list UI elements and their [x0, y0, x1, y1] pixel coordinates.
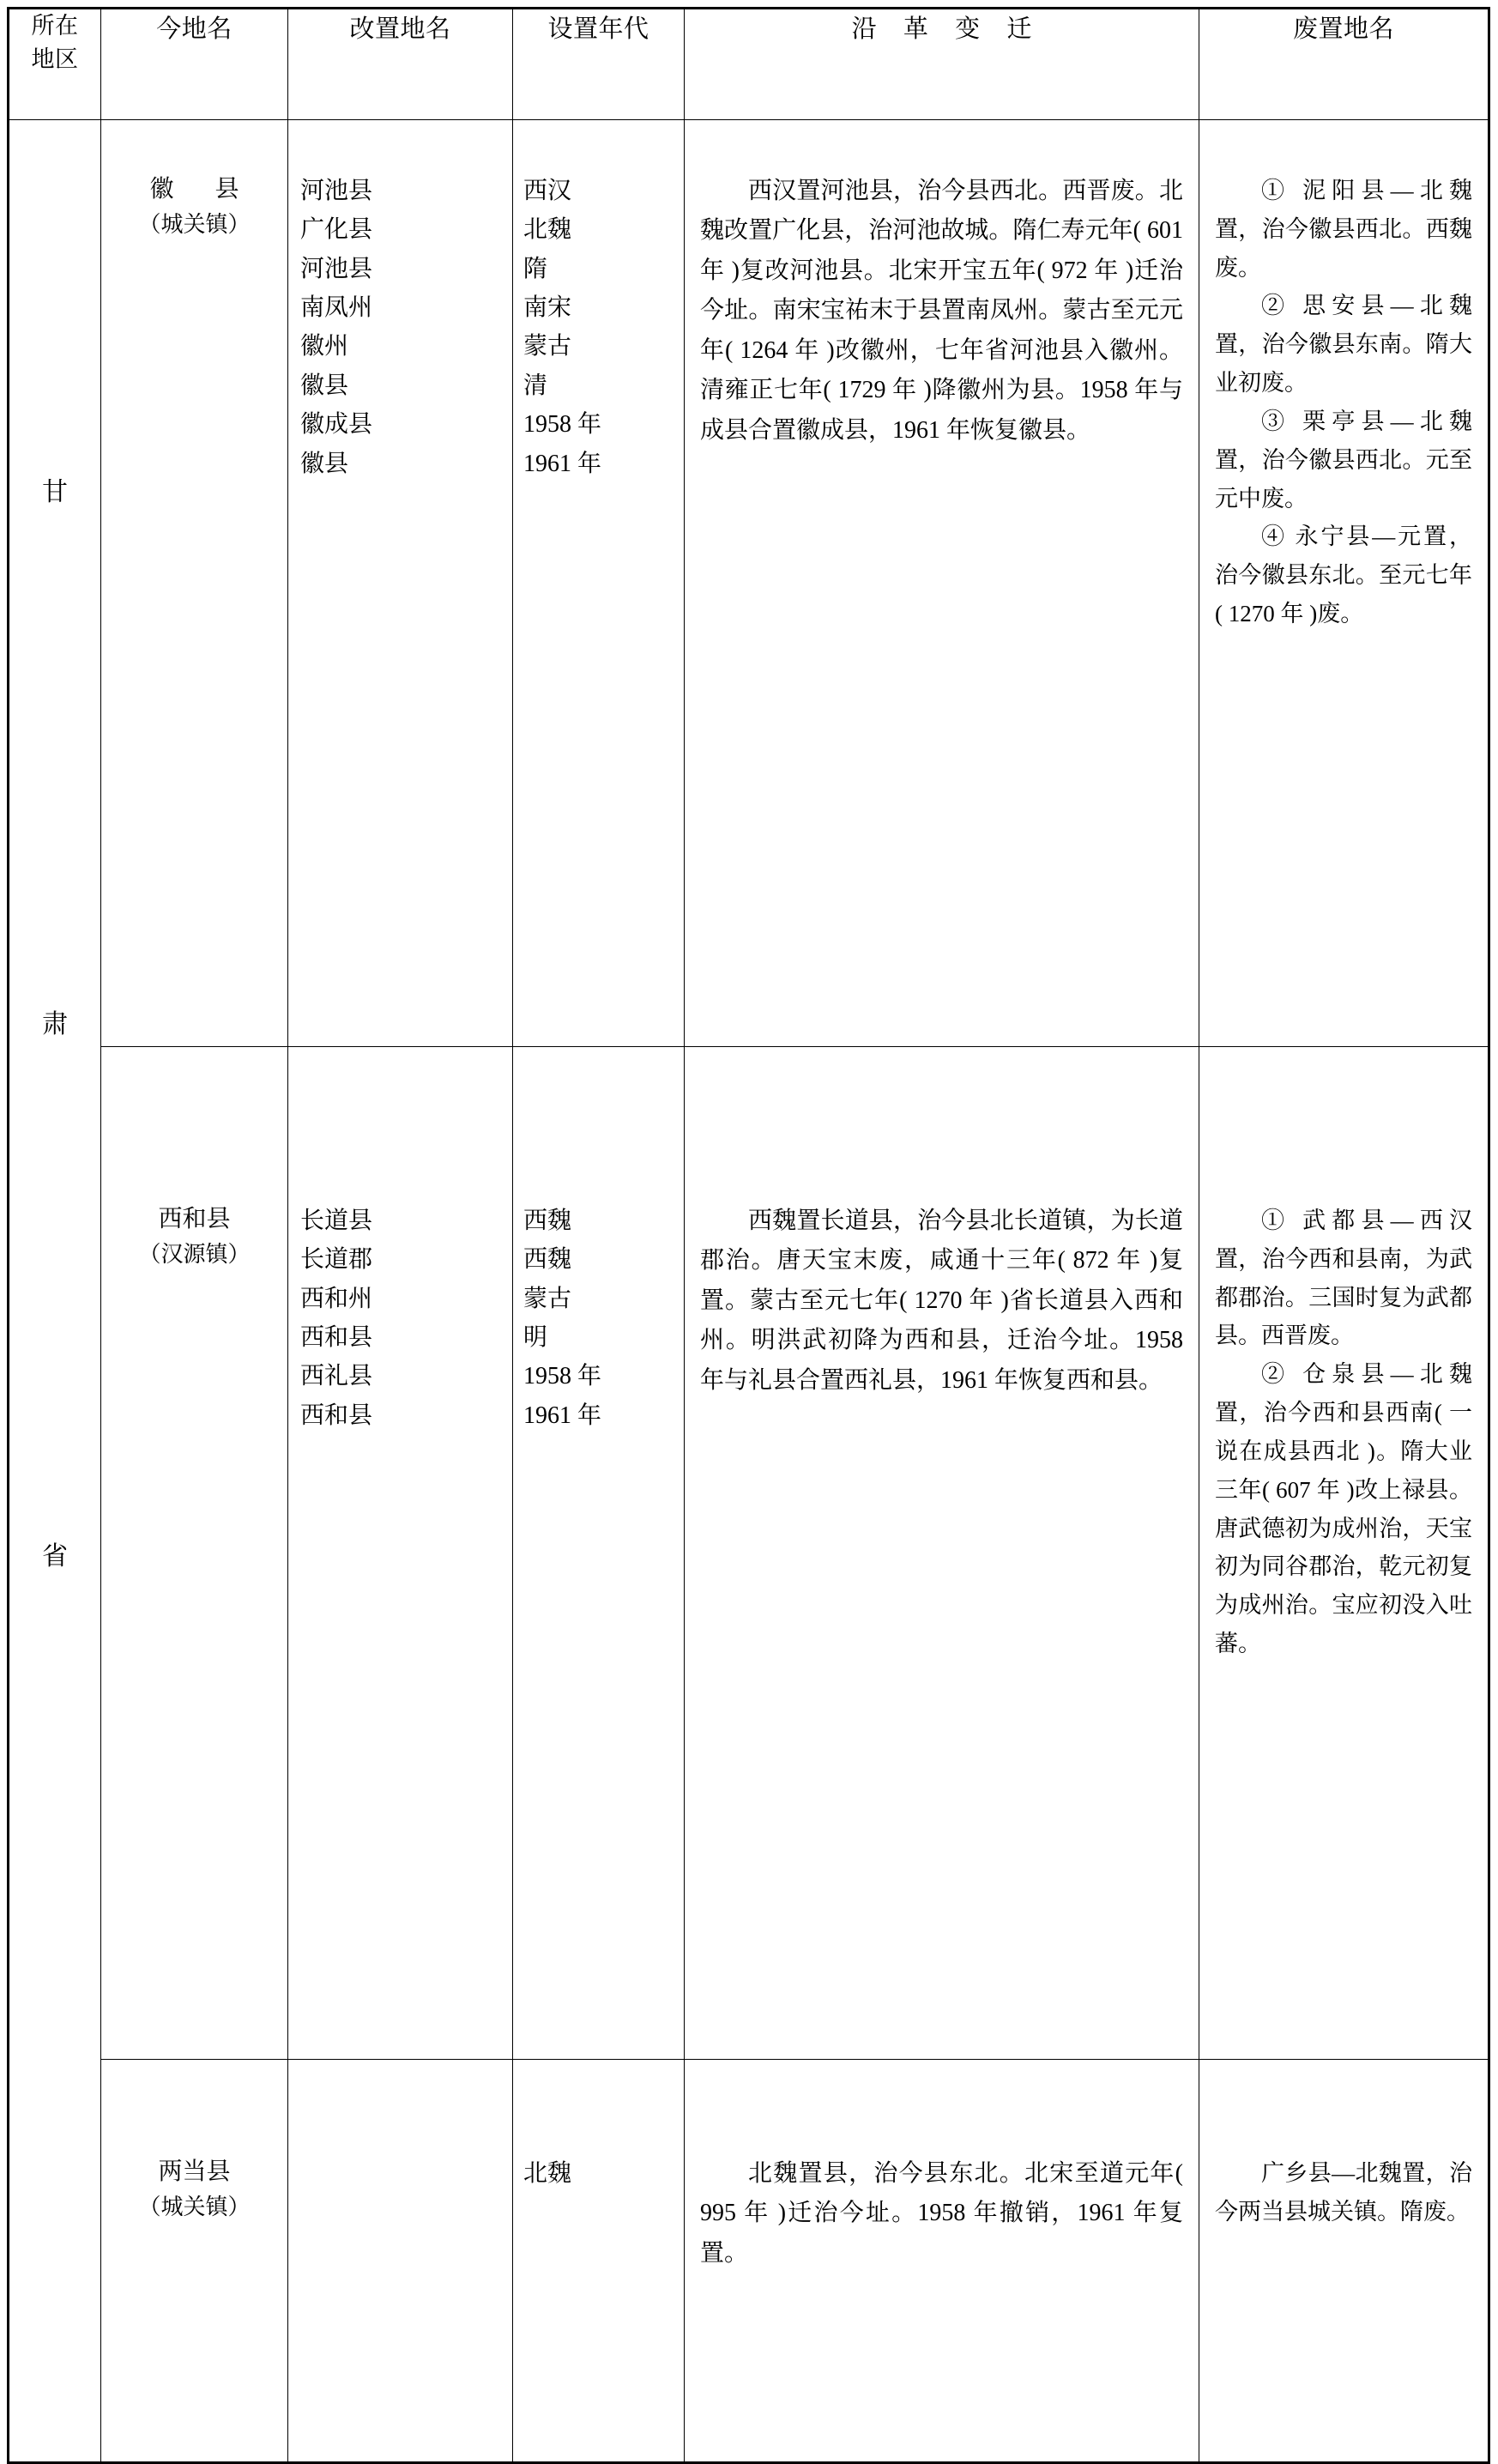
table-row	[9, 2060, 1489, 2463]
now-name-value: 两当县	[158, 2158, 231, 2185]
header-row	[9, 9, 1489, 120]
header-now-name: 今地名	[101, 9, 288, 120]
set-year-item: 北魏	[523, 2160, 572, 2187]
set-year-item: 1961 年	[523, 450, 602, 477]
now-name-seat: （城关镇）	[138, 212, 251, 237]
renamed-item: 长道郡	[300, 1246, 373, 1274]
table-body	[9, 120, 1489, 2463]
header-region-line2: 地区	[31, 46, 79, 73]
header-region	[9, 9, 101, 120]
now-name-value: 西和县	[158, 1206, 231, 1232]
set-year-item: 蒙古	[523, 1285, 572, 1312]
renamed-item: 西礼县	[300, 1363, 373, 1390]
set-year-item: 北魏	[523, 216, 572, 244]
set-year-item: 1958 年	[523, 411, 602, 439]
set-year-cell	[513, 2060, 685, 2463]
set-year-item: 西汉	[523, 178, 572, 204]
now-name-cell	[101, 2060, 288, 2463]
set-year-item: 西魏	[523, 1208, 572, 1234]
history-cell	[685, 1047, 1199, 2060]
now-name-seat: （汉源镇）	[138, 1242, 251, 1267]
abandoned-item: 广乡县—北魏置，治今两当县城关镇。隋废。	[1215, 2160, 1472, 2225]
renamed-item: 西和县	[300, 1324, 373, 1352]
set-year-item: 蒙古	[523, 333, 572, 360]
renamed-item: 南凤州	[300, 294, 373, 322]
abandoned-item: ② 仓泉县—北魏置，治今西和县西南( 一说在成县西北 )。隋大业三年( 607 年 )改上禄县。唐武德初为成州治，天宝初为同谷郡治，乾元初复为成州治。宝应初没入吐蕃。	[1215, 1361, 1472, 1656]
renamed-item: 徽县	[300, 372, 349, 399]
abandoned-cell	[1199, 2060, 1489, 2463]
renamed-item: 广化县	[300, 216, 373, 244]
history-text: 北魏置县，治今县东北。北宋至道元年( 995 年 )迁治今址。1958 年撤销，1961 年复置。	[700, 2160, 1183, 2267]
region-cell	[9, 120, 101, 2463]
table-header	[9, 9, 1489, 120]
set-year-item: 1958 年	[523, 1363, 602, 1390]
header-region-line1: 所在	[31, 13, 79, 39]
renamed-item: 徽县	[300, 450, 349, 477]
renamed-cell	[288, 120, 513, 1047]
renamed-item: 西和州	[300, 1285, 373, 1312]
abandoned-item: ④ 永宁县—元置，治今徽县东北。至元七年( 1270 年 )废。	[1215, 524, 1472, 627]
abandoned-item: ② 思安县—北魏置，治今徽县东南。隋大业初废。	[1215, 293, 1472, 397]
history-text: 西魏置长道县，治今县北长道镇，为长道郡治。唐天宝末废，咸通十三年( 872 年 )复置。蒙古至元七年( 1270 年 )省长道县入西和州。明洪武初降为西和县，迁治今址。1958 年与礼县合置西礼县，1961 年恢复西和县。	[700, 1208, 1183, 1394]
gazetteer-table	[7, 7, 1490, 2464]
now-name-cell	[101, 1047, 288, 2060]
abandoned-item: ① 武都县—西汉置，治今西和县南，为武都郡治。三国时复为武都县。西晋废。	[1215, 1208, 1472, 1349]
abandoned-item: ① 泥阳县—北魏置，治今徽县西北。西魏废。	[1215, 178, 1472, 281]
now-name-cell	[101, 120, 288, 1047]
renamed-item: 长道县	[300, 1208, 373, 1234]
renamed-item: 河池县	[300, 178, 373, 204]
region-char-1: 甘	[42, 478, 68, 506]
set-year-item: 隋	[523, 255, 548, 282]
abandoned-item: ③ 栗亭县—北魏置，治今徽县西北。元至元中废。	[1215, 408, 1472, 512]
set-year-item: 1961 年	[523, 1402, 602, 1429]
region-char-2: 肃	[42, 1010, 68, 1038]
set-year-cell	[513, 1047, 685, 2060]
renamed-item: 徽成县	[300, 411, 373, 439]
set-year-item: 明	[523, 1324, 548, 1352]
set-year-item: 西魏	[523, 1246, 572, 1274]
abandoned-cell	[1199, 120, 1489, 1047]
history-cell	[685, 120, 1199, 1047]
set-year-item: 清	[523, 372, 548, 399]
renamed-cell	[288, 1047, 513, 2060]
header-abandoned: 废置地名	[1199, 9, 1489, 120]
renamed-item: 西和县	[300, 1402, 373, 1429]
history-cell	[685, 2060, 1199, 2463]
set-year-item: 南宋	[523, 294, 572, 322]
abandoned-cell	[1199, 1047, 1489, 2060]
set-year-cell	[513, 120, 685, 1047]
history-text: 西汉置河池县，治今县西北。西晋废。北魏改置广化县，治河池故城。隋仁寿元年( 601 年 )复改河池县。北宋开宝五年( 972 年 )迁治今址。南宋宝祐末于县置南凤州。蒙古至元元年( 1264 年 )改徽州，七年省河池县入徽州。清雍正七年( 1729 年 )降徽州为县。1958 年与成县合置徽成县，1961 年恢复徽县。	[700, 178, 1183, 444]
renamed-cell-empty	[288, 2060, 513, 2463]
region-char-3: 省	[42, 1542, 68, 1571]
header-history: 沿 革 变 迁	[685, 9, 1199, 120]
renamed-item: 徽州	[300, 333, 349, 360]
header-renamed: 改置地名	[288, 9, 513, 120]
renamed-item: 河池县	[300, 255, 373, 282]
table-row	[9, 120, 1489, 1047]
table-row	[9, 1047, 1489, 2060]
now-name-seat: （城关镇）	[138, 2195, 251, 2219]
now-name-value: 徽 县	[149, 176, 248, 203]
header-set-year: 设置年代	[513, 9, 685, 120]
